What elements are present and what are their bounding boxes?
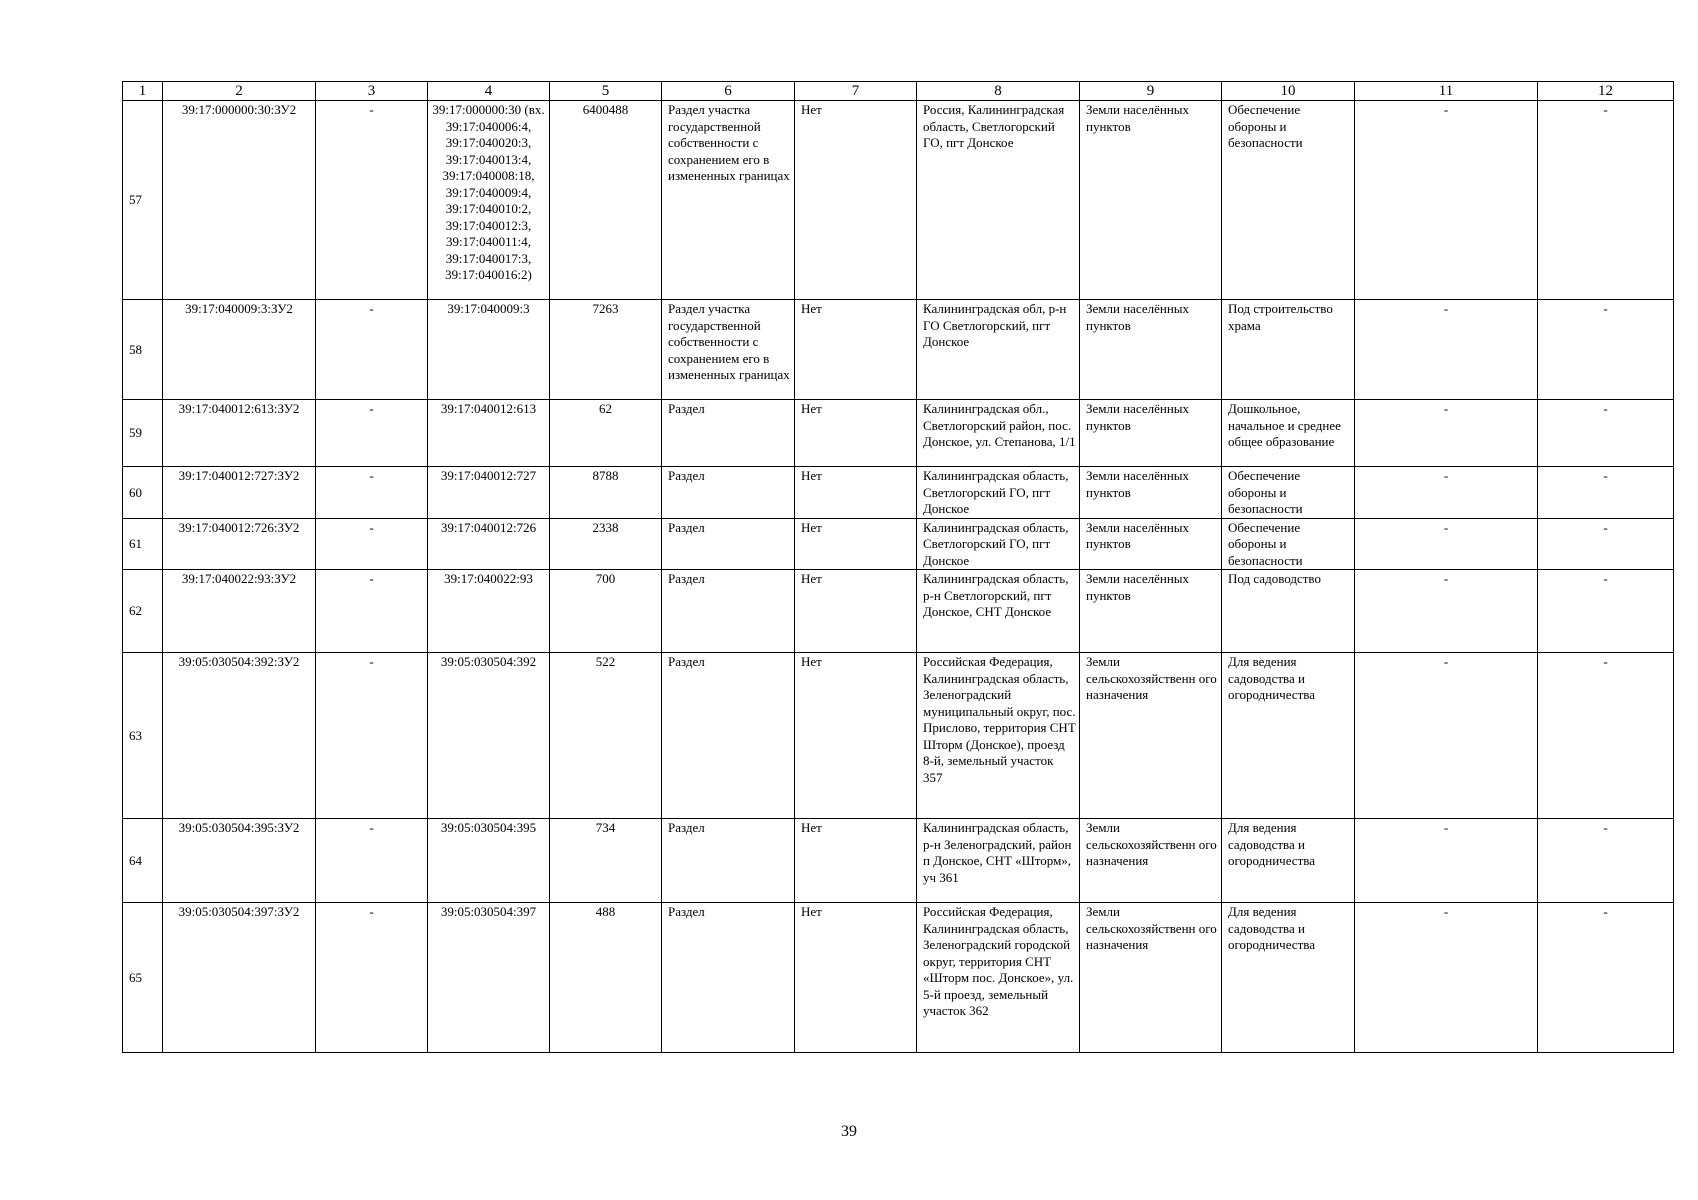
table-row [123,101,1674,300]
cell-col3: - [316,101,428,300]
cell-col11: - [1355,819,1538,903]
cell-col11: - [1355,101,1538,300]
land-plots-table [122,81,1674,1053]
land-category: Земли сельскохозяйственн ого назначения [1080,903,1222,1053]
cell-col7: Нет [795,518,917,570]
header-cell: 9 [1080,82,1222,101]
cell-col12: - [1538,467,1674,519]
header-cell: 10 [1222,82,1355,101]
header-cell: 4 [428,82,550,101]
cell-col11: - [1355,903,1538,1053]
cell-col12: - [1538,518,1674,570]
area-value: 8788 [550,467,662,519]
cell-col12: - [1538,903,1674,1053]
cell-col7: Нет [795,570,917,653]
permitted-use: Для ведения садоводства и огородничества [1222,819,1355,903]
header-cell: 8 [917,82,1080,101]
new-plot-number: 39:17:040012:727:ЗУ2 [163,467,316,519]
source-plot-number: 39:05:030504:395 [428,819,550,903]
header-row [123,82,1674,101]
area-value: 6400488 [550,101,662,300]
cell-col3: - [316,400,428,467]
cell-col11: - [1355,570,1538,653]
area-value: 62 [550,400,662,467]
row-number: 61 [123,518,163,570]
new-plot-number: 39:17:000000:30:ЗУ2 [163,101,316,300]
permitted-use: Для ведения садоводства и огородничества [1222,903,1355,1053]
cell-col12: - [1538,653,1674,819]
cell-col12: - [1538,570,1674,653]
new-plot-number: 39:05:030504:395:ЗУ2 [163,819,316,903]
row-number: 59 [123,400,163,467]
cell-col12: - [1538,819,1674,903]
land-category: Земли сельскохозяйственн ого назначения [1080,653,1222,819]
cell-col7: Нет [795,400,917,467]
address: Калининградская область, р-н Зеленоградский, район п Донское, СНТ «Шторм», уч 361 [917,819,1080,903]
row-number: 60 [123,467,163,519]
formation-method: Раздел [662,400,795,467]
source-plot-number: 39:17:040012:727 [428,467,550,519]
cell-col7: Нет [795,903,917,1053]
row-number: 62 [123,570,163,653]
row-number: 57 [123,101,163,300]
cell-col3: - [316,300,428,400]
new-plot-number: 39:17:040012:726:ЗУ2 [163,518,316,570]
area-value: 700 [550,570,662,653]
cell-col11: - [1355,400,1538,467]
address: Россия, Калининградская область, Светлогорский ГО, пгт Донское [917,101,1080,300]
address: Калининградская область, р-н Светлогорский, пгт Донское, СНТ Донское [917,570,1080,653]
cell-col3: - [316,467,428,519]
address: Калининградская обл., Светлогорский район, пос. Донское, ул. Степанова, 1/1 [917,400,1080,467]
cell-col12: - [1538,101,1674,300]
new-plot-number: 39:17:040022:93:ЗУ2 [163,570,316,653]
cell-col11: - [1355,653,1538,819]
formation-method: Раздел участка государственной собственности с сохранением его в измененных границах [662,101,795,300]
cell-col7: Нет [795,819,917,903]
formation-method: Раздел [662,903,795,1053]
header-cell: 12 [1538,82,1674,101]
permitted-use: Обеспечение обороны и безопасности [1222,518,1355,570]
source-plot-number: 39:17:040012:613 [428,400,550,467]
land-category: Земли населённых пунктов [1080,101,1222,300]
new-plot-number: 39:17:040012:613:ЗУ2 [163,400,316,467]
header-cell: 5 [550,82,662,101]
formation-method: Раздел [662,570,795,653]
formation-method: Раздел [662,518,795,570]
new-plot-number: 39:05:030504:397:ЗУ2 [163,903,316,1053]
formation-method: Раздел участка государственной собственности с сохранением его в измененных границах [662,300,795,400]
address: Российская Федерация, Калининградская область, Зеленоградский муниципальный округ, пос. Прислово, территория СНТ Шторм (Донское), проезд 8-й, земельный участок 357 [917,653,1080,819]
source-plot-number: 39:17:040012:726 [428,518,550,570]
address: Калининградская обл, р-н ГО Светлогорский, пгт Донское [917,300,1080,400]
cell-col11: - [1355,300,1538,400]
cell-col3: - [316,819,428,903]
table-row [123,570,1674,653]
land-category: Земли сельскохозяйственн ого назначения [1080,819,1222,903]
table-row [123,467,1674,519]
table-row [123,819,1674,903]
cell-col11: - [1355,518,1538,570]
permitted-use: Под строительство храма [1222,300,1355,400]
new-plot-number: 39:17:040009:3:ЗУ2 [163,300,316,400]
land-category: Земли населённых пунктов [1080,300,1222,400]
header-cell: 6 [662,82,795,101]
source-plot-number: 39:17:040009:3 [428,300,550,400]
permitted-use: Для ведения садоводства и огородничества [1222,653,1355,819]
formation-method: Раздел [662,653,795,819]
row-number: 63 [123,653,163,819]
table-row [123,400,1674,467]
source-plot-number: 39:17:040022:93 [428,570,550,653]
cell-col12: - [1538,400,1674,467]
land-category: Земли населённых пунктов [1080,518,1222,570]
row-number: 58 [123,300,163,400]
area-value: 734 [550,819,662,903]
permitted-use: Обеспечение обороны и безопасности [1222,467,1355,519]
table-row [123,903,1674,1053]
cell-col7: Нет [795,101,917,300]
cell-col3: - [316,518,428,570]
address: Калининградская область, Светлогорский ГО, пгт Донское [917,518,1080,570]
address: Российская Федерация, Калининградская область, Зеленоградский городской округ, территория СНТ «Шторм пос. Донское», ул. 5-й проезд, земельный участок 362 [917,903,1080,1053]
page-number: 39 [841,1123,857,1140]
header-cell: 3 [316,82,428,101]
address: Калининградская область, Светлогорский ГО, пгт Донское [917,467,1080,519]
formation-method: Раздел [662,819,795,903]
land-category: Земли населённых пунктов [1080,467,1222,519]
permitted-use: Под садоводство [1222,570,1355,653]
table-row [123,653,1674,819]
land-category: Земли населённых пунктов [1080,570,1222,653]
cell-col3: - [316,653,428,819]
header-cell: 2 [163,82,316,101]
cell-col12: - [1538,300,1674,400]
cell-col3: - [316,570,428,653]
source-plot-number: 39:05:030504:392 [428,653,550,819]
area-value: 522 [550,653,662,819]
area-value: 2338 [550,518,662,570]
cell-col11: - [1355,467,1538,519]
new-plot-number: 39:05:030504:392:ЗУ2 [163,653,316,819]
row-number: 65 [123,903,163,1053]
formation-method: Раздел [662,467,795,519]
permitted-use: Обеспечение обороны и безопасности [1222,101,1355,300]
land-category: Земли населённых пунктов [1080,400,1222,467]
source-plot-number: 39:05:030504:397 [428,903,550,1053]
header-cell: 7 [795,82,917,101]
source-plot-number: 39:17:000000:30 (вх. 39:17:040006:4, 39:17:040020:3, 39:17:040013:4, 39:17:040008:18, 39:17:040009:4, 39:17:040010:2, 39:17:040012:3, 39:17:040011:4, 39:17:040017:3, 39:17:040016:2) [428,101,550,300]
area-value: 488 [550,903,662,1053]
table-row [123,518,1674,570]
cell-col7: Нет [795,653,917,819]
header-cell: 1 [123,82,163,101]
table-row [123,300,1674,400]
cell-col7: Нет [795,467,917,519]
area-value: 7263 [550,300,662,400]
cell-col3: - [316,903,428,1053]
header-cell: 11 [1355,82,1538,101]
cell-col7: Нет [795,300,917,400]
row-number: 64 [123,819,163,903]
permitted-use: Дошкольное, начальное и среднее общее образование [1222,400,1355,467]
